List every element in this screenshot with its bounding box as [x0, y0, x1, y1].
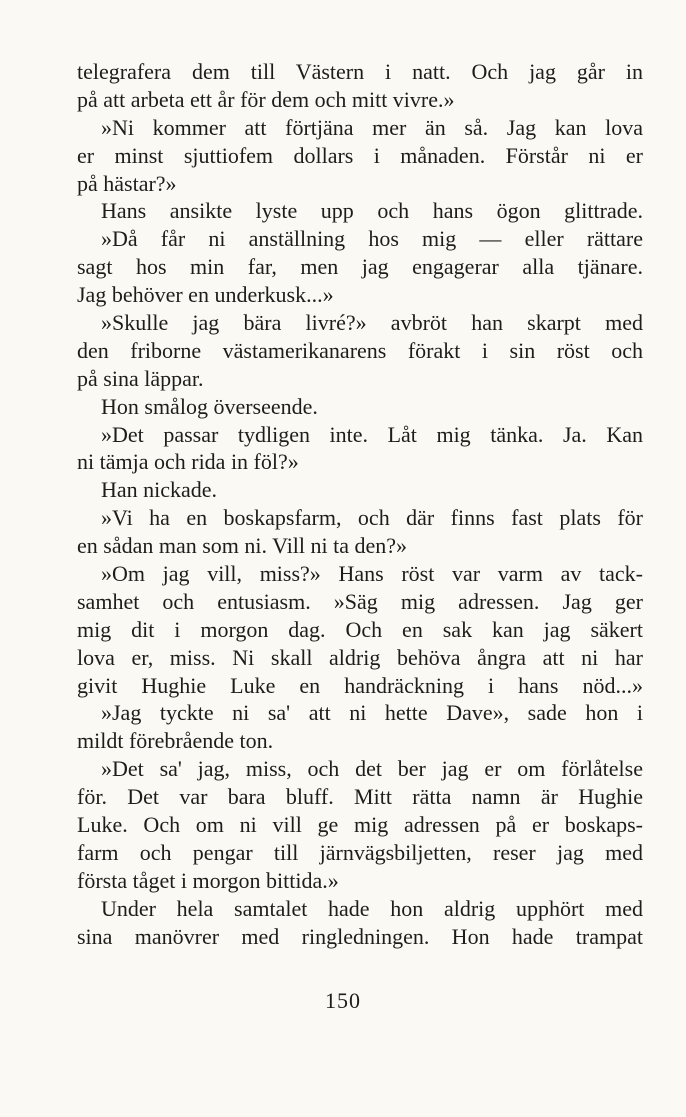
- text-line: Hon smålog överseende.: [101, 393, 318, 419]
- text-line: »Vi ha en boskapsfarm, och där finns fast plats för: [101, 505, 643, 531]
- text-line: ni tämja och rida in föl?»: [77, 449, 299, 475]
- text-line: »Det sa' jag, miss, och det ber jag er om förlåtelse: [101, 756, 643, 782]
- text-line: på sina läppar.: [77, 365, 204, 391]
- text-line: telegrafera dem till Västern i natt. Och jag går in: [77, 59, 643, 84]
- text-line: farm och pengar till järnvägsbiljetten, reser jag med: [77, 839, 643, 865]
- text-line: den friborne västamerikanarens förakt i sin röst och: [77, 337, 643, 363]
- text-line: på hästar?»: [77, 170, 177, 196]
- text-line: samhet och entusiasm. »Säg mig adressen. Jag ger: [77, 588, 643, 614]
- text-line: »Skulle jag bära livré?» avbröt han skarpt med: [101, 310, 643, 336]
- text-line: mig dit i morgon dag. Och en sak kan jag säkert: [77, 616, 643, 642]
- page-body: [77, 58, 643, 951]
- text-line: »Det passar tydligen inte. Låt mig tänka. Ja. Kan: [101, 421, 643, 447]
- text-line: första tåget i morgon bittida.»: [77, 867, 339, 893]
- page-number: 150: [325, 988, 361, 1013]
- text-line: mildt förebrående ton.: [77, 728, 274, 754]
- text-line: »Jag tyckte ni sa' att ni hette Dave», sade hon i: [101, 700, 643, 726]
- text-line: »Då får ni anställning hos mig — eller rättare: [101, 226, 643, 252]
- text-line: givit Hughie Luke en handräckning i hans nöd...»: [77, 672, 643, 698]
- text-line: »Om jag vill, miss?» Hans röst var varm av tack-: [101, 561, 643, 587]
- text-line: Hans ansikte lyste upp och hans ögon glittrade.: [101, 198, 643, 224]
- text-line: er minst sjuttiofem dollars i månaden. Förstår ni er: [77, 142, 643, 168]
- text-line: Han nickade.: [101, 477, 218, 503]
- text-line: för. Det var bara bluff. Mitt rätta namn är Hughie: [77, 784, 643, 810]
- text-line: på att arbeta ett år för dem och mitt vivre.»: [77, 86, 455, 112]
- text-line: en sådan man som ni. Vill ni ta den?»: [77, 533, 408, 559]
- text-line: Under hela samtalet hade hon aldrig upphört med: [101, 895, 643, 921]
- text-line: lova er, miss. Ni skall aldrig behöva ångra att ni har: [77, 644, 643, 670]
- text-line: sagt hos min far, men jag engagerar alla tjänare.: [77, 254, 643, 280]
- text-line: Jag behöver en underkusk...»: [77, 282, 334, 308]
- text-line: Luke. Och om ni vill ge mig adressen på er boskaps-: [77, 812, 643, 838]
- text-line: sina manövrer med ringledningen. Hon hade trampat: [77, 923, 643, 949]
- text-line: »Ni kommer att förtjäna mer än så. Jag kan lova: [101, 114, 643, 140]
